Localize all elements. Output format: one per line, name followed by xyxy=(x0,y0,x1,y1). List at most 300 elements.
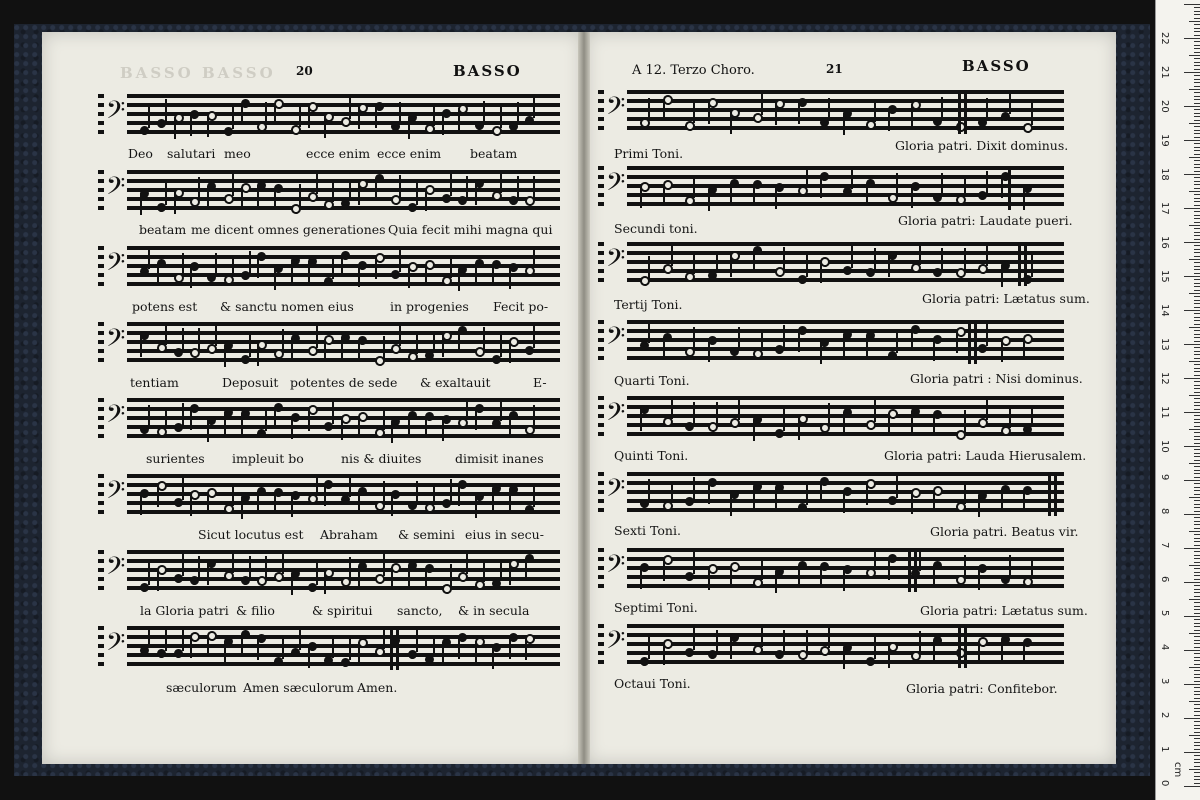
tone-label: Secundi toni. xyxy=(614,221,698,236)
note-stem xyxy=(500,399,502,421)
ruler-tick xyxy=(1194,660,1200,661)
note-stem xyxy=(896,331,898,353)
ruler-tick xyxy=(1194,677,1200,678)
ruler-tick xyxy=(1194,48,1200,49)
left-lyric: & spiritui xyxy=(312,603,373,618)
ruler-tick xyxy=(1194,154,1200,155)
note-stem xyxy=(425,264,427,286)
note-stem xyxy=(1023,490,1025,512)
note-stem xyxy=(232,174,234,196)
tone-label: Primi Toni. xyxy=(614,146,684,161)
left-lyric: eius in secu- xyxy=(465,527,544,542)
note-stem xyxy=(207,635,209,657)
note-stem xyxy=(190,114,192,136)
ruler-tick xyxy=(1194,460,1200,461)
note-stem xyxy=(1031,255,1033,277)
note-stem xyxy=(843,334,845,356)
ruler-tick xyxy=(1189,157,1200,158)
left-lyric: & semini xyxy=(398,527,455,542)
ruler-tick xyxy=(1194,449,1200,450)
ruler-tick xyxy=(1184,174,1200,175)
note-stem xyxy=(466,176,468,198)
note-stem xyxy=(761,558,763,580)
note-stem xyxy=(165,183,167,205)
ruler-tick xyxy=(1194,409,1200,410)
ruler-tick xyxy=(1194,358,1200,359)
bass-clef-icon: 𝄢 xyxy=(604,88,627,132)
ruler-tick xyxy=(1194,239,1200,240)
bass-clef-icon: 𝄢 xyxy=(604,394,627,438)
note-stem xyxy=(165,99,167,121)
ruler-tick xyxy=(1194,415,1200,416)
note-stem xyxy=(492,488,494,510)
note-stem xyxy=(986,98,988,120)
bar-line xyxy=(1048,472,1051,516)
bar-line xyxy=(958,624,961,668)
ruler-tick xyxy=(1194,715,1200,716)
note-stem xyxy=(450,479,452,501)
note-stem xyxy=(1001,176,1003,198)
gloria-label: Gloria patri. Beatus vir. xyxy=(930,524,1079,539)
ruler-tick xyxy=(1194,426,1200,427)
left-lyric: & filio xyxy=(236,603,275,618)
ruler-tick xyxy=(1184,38,1200,39)
note-stem xyxy=(265,102,267,124)
note-stem xyxy=(888,558,890,580)
ruler-number: 16 xyxy=(1159,236,1170,249)
note-stem xyxy=(249,335,251,357)
ruler-tick xyxy=(1194,572,1200,573)
note-stem xyxy=(1023,338,1025,360)
note-stem xyxy=(483,560,485,582)
ruler-tick xyxy=(1194,732,1200,733)
ruler-tick xyxy=(1194,92,1200,93)
note-stem xyxy=(391,421,393,443)
note-stem xyxy=(383,481,385,503)
ruler-tick xyxy=(1194,31,1200,32)
note-stem xyxy=(820,566,822,588)
music-staff xyxy=(598,320,1064,364)
ruler-tick xyxy=(1194,402,1200,403)
note-stem xyxy=(458,637,460,659)
ruler-tick xyxy=(1194,776,1200,777)
note-stem xyxy=(492,264,494,286)
ruler-tick xyxy=(1194,606,1200,607)
ruler-tick xyxy=(1194,167,1200,168)
bar-line xyxy=(396,626,399,670)
note-stem xyxy=(466,552,468,574)
note-stem xyxy=(450,256,452,278)
note-stem xyxy=(828,98,830,120)
note-stem xyxy=(232,484,234,506)
note-stem xyxy=(232,255,234,277)
note-stem xyxy=(986,324,988,346)
note-stem xyxy=(533,326,535,348)
ruler-tick xyxy=(1194,742,1200,743)
ruler-tick xyxy=(1184,378,1200,379)
ruler-tick xyxy=(1184,548,1200,549)
note-stem xyxy=(1023,642,1025,664)
note-stem xyxy=(509,489,511,511)
note-stem xyxy=(274,407,276,429)
ruler-tick xyxy=(1194,211,1200,212)
note-stem xyxy=(416,183,418,205)
note-stem xyxy=(648,256,650,278)
ruler-tick xyxy=(1189,327,1200,328)
note-stem xyxy=(919,631,921,653)
music-staff xyxy=(98,626,560,670)
ruler-tick xyxy=(1194,381,1200,382)
left-lyric: & in secula xyxy=(458,603,530,618)
ruler-tick xyxy=(1184,140,1200,141)
note-stem xyxy=(358,107,360,129)
note-stem xyxy=(640,567,642,589)
note-stem xyxy=(182,403,184,425)
ruler-tick xyxy=(1194,521,1200,522)
ruler-tick xyxy=(1194,745,1200,746)
ruler-tick xyxy=(1194,483,1200,484)
note-stem xyxy=(207,563,209,585)
note-stem xyxy=(753,250,755,272)
ruler-tick xyxy=(1194,249,1200,250)
note-stem xyxy=(648,479,650,501)
ruler-tick xyxy=(1194,215,1200,216)
note-stem xyxy=(265,556,267,578)
ruler-tick xyxy=(1194,504,1200,505)
note-stem xyxy=(663,643,665,665)
ruler-tick xyxy=(1194,674,1200,675)
ruler-tick xyxy=(1194,130,1200,131)
note-stem xyxy=(291,573,293,595)
note-stem xyxy=(416,332,418,354)
ruler-tick xyxy=(1194,137,1200,138)
note-stem xyxy=(257,256,259,278)
ruler-tick xyxy=(1189,293,1200,294)
ruler-number: 10 xyxy=(1159,440,1170,453)
left-lyric: ecce enim xyxy=(377,146,442,161)
note-stem xyxy=(933,339,935,361)
note-stem xyxy=(798,102,800,124)
ruler-tick xyxy=(1184,344,1200,345)
note-stem xyxy=(888,255,890,277)
ruler-tick xyxy=(1194,252,1200,253)
left-lyric: beatam xyxy=(139,222,187,237)
note-stem xyxy=(911,492,913,514)
left-lyric: potentes de sede xyxy=(290,375,398,390)
right-page-heading: A 12. Terzo Choro. xyxy=(632,63,755,78)
bar-line xyxy=(974,320,977,364)
note-stem xyxy=(500,171,502,193)
bar-line xyxy=(1008,166,1011,210)
ruler-tick xyxy=(1194,65,1200,66)
note-stem xyxy=(182,478,184,500)
note-stem xyxy=(933,490,935,512)
note-stem xyxy=(806,630,808,652)
note-stem xyxy=(509,267,511,289)
bass-clef-icon: 𝄢 xyxy=(604,622,627,666)
note-stem xyxy=(232,107,234,129)
ruler-tick xyxy=(1194,623,1200,624)
note-stem xyxy=(241,497,243,519)
note-stem xyxy=(324,116,326,138)
ruler-tick xyxy=(1189,769,1200,770)
ruler-tick xyxy=(1194,766,1200,767)
ruler-tick xyxy=(1194,52,1200,53)
note-stem xyxy=(716,251,718,273)
left-lyric: sæculorum xyxy=(166,680,237,695)
music-staff xyxy=(98,398,560,442)
note-stem xyxy=(274,268,276,290)
ruler-tick xyxy=(1194,711,1200,712)
ruler-number: 15 xyxy=(1159,270,1170,283)
left-lyric: Quia fecit mihi magna qui xyxy=(388,222,553,237)
left-part-name: BASSO xyxy=(453,62,522,80)
ruler-tick xyxy=(1194,653,1200,654)
tone-label: Quinti Toni. xyxy=(614,448,689,463)
ruler-tick xyxy=(1194,487,1200,488)
ruler-tick xyxy=(1194,541,1200,542)
note-stem xyxy=(640,409,642,431)
ruler-unit-label: cm xyxy=(1172,762,1183,778)
ruler-tick xyxy=(1194,783,1200,784)
ruler-tick xyxy=(1194,500,1200,501)
ruler-tick xyxy=(1194,307,1200,308)
note-stem xyxy=(851,246,853,268)
ruler-number: 5 xyxy=(1159,610,1170,617)
bass-clef-icon: 𝄢 xyxy=(104,624,127,668)
ruler-tick xyxy=(1194,636,1200,637)
note-stem xyxy=(425,568,427,590)
ruler-tick xyxy=(1194,613,1200,614)
right-page-number: 21 xyxy=(826,62,843,76)
ruler-tick xyxy=(1194,728,1200,729)
note-stem xyxy=(500,335,502,357)
gloria-label: Gloria patri: Confitebor. xyxy=(906,681,1058,696)
note-stem xyxy=(442,419,444,441)
ruler-tick xyxy=(1194,368,1200,369)
note-stem xyxy=(663,559,665,581)
note-stem xyxy=(775,103,777,125)
ruler-tick xyxy=(1194,466,1200,467)
left-lyric: Deo xyxy=(128,146,153,161)
note-stem xyxy=(140,493,142,515)
left-lyric: impleuit bo xyxy=(232,451,304,466)
ruler-tick xyxy=(1184,4,1200,5)
ruler-tick xyxy=(1194,596,1200,597)
note-stem xyxy=(332,402,334,424)
note-stem xyxy=(663,184,665,206)
left-lyric: Amen sæculorum xyxy=(243,680,354,695)
ruler-tick xyxy=(1194,120,1200,121)
bar-line xyxy=(1054,472,1057,516)
note-stem xyxy=(174,117,176,139)
left-page-number: 20 xyxy=(296,64,313,78)
note-stem xyxy=(207,492,209,514)
note-stem xyxy=(911,186,913,208)
ruler-number: 17 xyxy=(1159,202,1170,215)
ruler-tick xyxy=(1194,143,1200,144)
tone-label: Tertij Toni. xyxy=(614,297,683,312)
ruler-tick xyxy=(1194,194,1200,195)
bar-line xyxy=(968,320,971,364)
note-stem xyxy=(500,106,502,128)
note-stem xyxy=(433,635,435,657)
ruler-number: 22 xyxy=(1159,32,1170,45)
note-stem xyxy=(332,636,334,658)
tone-label: Quarti Toni. xyxy=(614,373,690,388)
note-stem xyxy=(308,106,310,128)
note-stem xyxy=(517,176,519,198)
ruler-tick xyxy=(1194,575,1200,576)
tone-label: Sexti Toni. xyxy=(614,523,681,538)
note-stem xyxy=(640,186,642,208)
note-stem xyxy=(533,96,535,118)
ruler-tick xyxy=(1194,14,1200,15)
note-stem xyxy=(500,559,502,581)
ruler-tick xyxy=(1194,392,1200,393)
ruler-tick xyxy=(1194,657,1200,658)
note-stem xyxy=(375,257,377,279)
note-stem xyxy=(978,568,980,590)
note-stem xyxy=(798,330,800,352)
ruler-tick xyxy=(1189,21,1200,22)
note-stem xyxy=(416,481,418,503)
ruler-tick xyxy=(1194,150,1200,151)
note-stem xyxy=(738,398,740,420)
note-stem xyxy=(148,247,150,269)
book-gutter xyxy=(578,32,590,764)
note-stem xyxy=(978,641,980,663)
note-stem xyxy=(274,103,276,125)
left-lyric: Fecit po- xyxy=(493,299,549,314)
ruler-tick xyxy=(1189,735,1200,736)
ruler-tick xyxy=(1194,687,1200,688)
note-stem xyxy=(442,335,444,357)
ruler-tick xyxy=(1194,592,1200,593)
note-stem xyxy=(349,557,351,579)
note-stem xyxy=(299,628,301,650)
ruler-tick xyxy=(1194,79,1200,80)
ruler-tick xyxy=(1189,463,1200,464)
bass-clef-icon: 𝄢 xyxy=(104,320,127,364)
note-stem xyxy=(182,629,184,651)
left-lyric: ecce enim xyxy=(306,146,371,161)
left-lyric: E- xyxy=(533,375,547,390)
music-staff xyxy=(98,550,560,594)
note-stem xyxy=(708,482,710,504)
note-stem xyxy=(693,252,695,274)
ruler-tick xyxy=(1194,551,1200,552)
left-lyric: meo xyxy=(224,146,251,161)
note-stem xyxy=(1023,188,1025,210)
ruler-tick xyxy=(1194,385,1200,386)
ruler-tick xyxy=(1194,41,1200,42)
ruler-tick xyxy=(1184,208,1200,209)
ruler-tick xyxy=(1194,579,1200,580)
note-stem xyxy=(820,481,822,503)
ruler-tick xyxy=(1194,524,1200,525)
note-stem xyxy=(475,183,477,205)
note-stem xyxy=(316,474,318,496)
note-stem xyxy=(941,248,943,270)
note-stem xyxy=(716,630,718,652)
ruler-tick xyxy=(1194,456,1200,457)
bass-clef-icon: 𝄢 xyxy=(604,470,627,514)
note-stem xyxy=(761,329,763,351)
note-stem xyxy=(693,402,695,424)
note-stem xyxy=(533,246,535,268)
ruler-tick xyxy=(1194,619,1200,620)
ruler-tick xyxy=(1184,786,1200,787)
ruler-tick xyxy=(1194,181,1200,182)
ruler-tick xyxy=(1194,626,1200,627)
note-stem xyxy=(483,327,485,349)
note-stem xyxy=(730,566,732,588)
bar-line xyxy=(908,548,911,592)
ruler-tick xyxy=(1194,256,1200,257)
ruler-tick xyxy=(1194,555,1200,556)
ruler-tick xyxy=(1194,755,1200,756)
note-stem xyxy=(349,638,351,660)
note-stem xyxy=(257,491,259,513)
note-stem xyxy=(874,100,876,122)
ruler-tick xyxy=(1184,684,1200,685)
ruler-number: 3 xyxy=(1159,678,1170,685)
note-stem xyxy=(332,180,334,202)
note-stem xyxy=(933,414,935,436)
ruler-tick xyxy=(1194,664,1200,665)
note-stem xyxy=(148,106,150,128)
note-stem xyxy=(761,625,763,647)
ruler-tick xyxy=(1184,480,1200,481)
note-stem xyxy=(332,257,334,279)
note-stem xyxy=(693,552,695,574)
ruler-tick xyxy=(1194,320,1200,321)
bar-line xyxy=(914,548,917,592)
note-stem xyxy=(416,630,418,652)
ruler-tick xyxy=(1194,698,1200,699)
note-stem xyxy=(358,566,360,588)
note-stem xyxy=(730,255,732,277)
note-stem xyxy=(224,641,226,663)
note-stem xyxy=(775,187,777,209)
note-stem xyxy=(533,485,535,507)
ruler-number: 4 xyxy=(1159,644,1170,651)
note-stem xyxy=(509,563,511,585)
note-stem xyxy=(775,487,777,509)
ruler-tick xyxy=(1194,759,1200,760)
note-stem xyxy=(911,411,913,433)
note-stem xyxy=(874,637,876,659)
left-lyric: Amen. xyxy=(357,680,398,695)
ruler-tick xyxy=(1194,171,1200,172)
ruler-tick xyxy=(1194,704,1200,705)
gloria-label: Gloria patri : Nisi dominus. xyxy=(910,371,1083,386)
ruler-tick xyxy=(1184,446,1200,447)
ruler-tick xyxy=(1194,222,1200,223)
ruler-tick xyxy=(1194,164,1200,165)
ruler-tick xyxy=(1194,643,1200,644)
ruler-tick xyxy=(1194,35,1200,36)
note-stem xyxy=(190,494,192,516)
music-staff xyxy=(598,90,1064,134)
ruler-tick xyxy=(1194,58,1200,59)
ruler-tick xyxy=(1189,395,1200,396)
ruler-tick xyxy=(1189,667,1200,668)
ruler-tick xyxy=(1184,650,1200,651)
note-stem xyxy=(525,558,527,580)
ruler-tick xyxy=(1194,341,1200,342)
